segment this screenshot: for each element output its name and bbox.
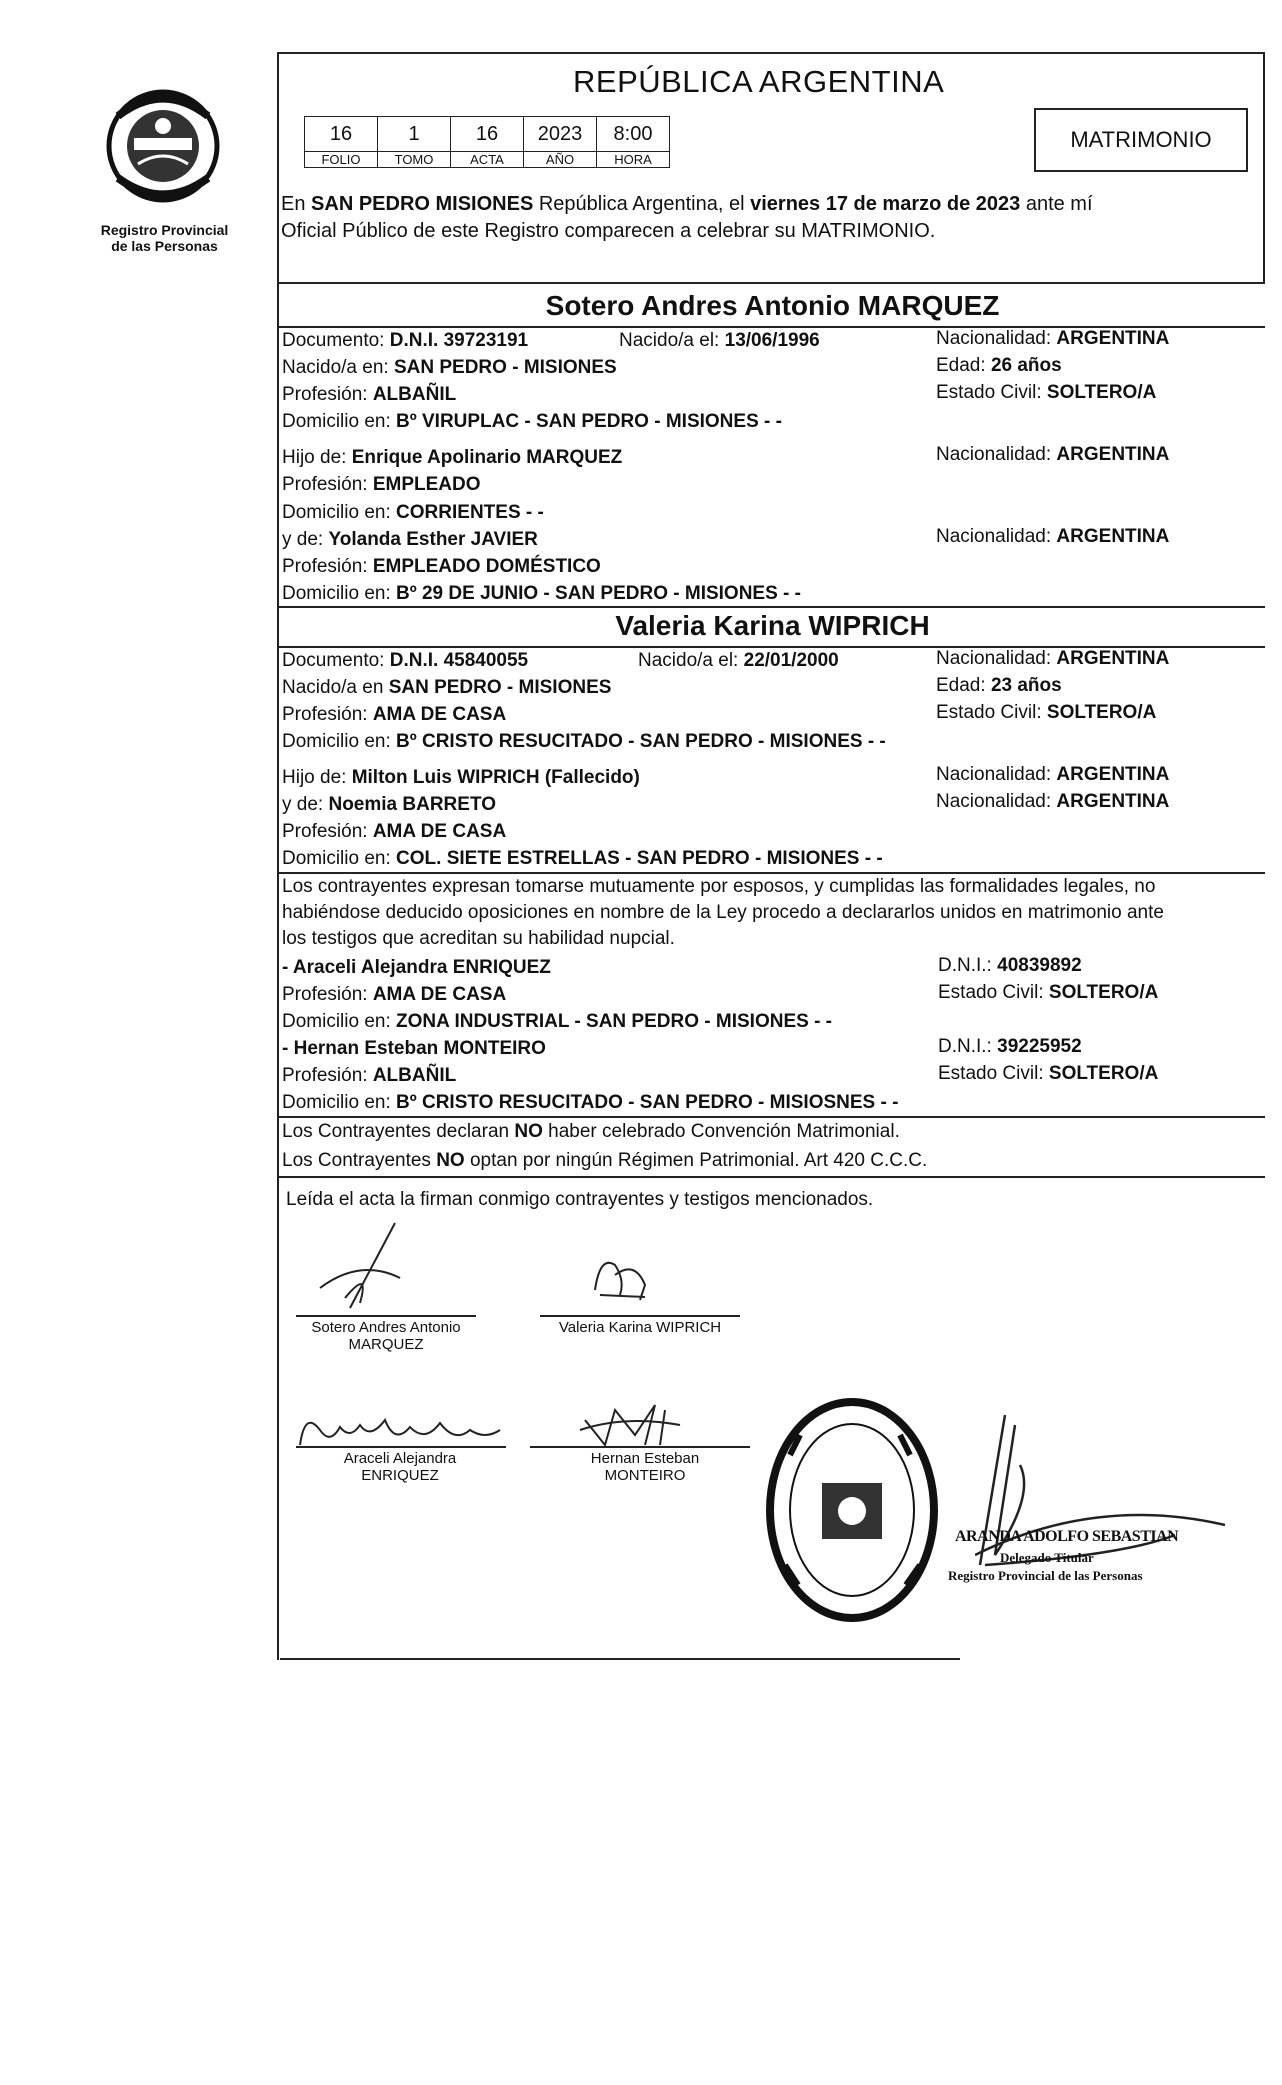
spouse2-nacido-en: Nacido/a en SAN PEDRO - MISIONES	[282, 677, 612, 698]
spouse2-mother-domicilio: Domicilio en: COL. SIETE ESTRELLAS - SAN PEDRO - MISIONES - -	[282, 848, 883, 869]
spouse2-domicilio: Domicilio en: Bº CRISTO RESUCITADO - SAN PEDRO - MISIONES - -	[282, 731, 886, 752]
witness2-signature-label: Hernan Esteban MONTEIRO	[590, 1450, 700, 1484]
witness1-estado-civil: Estado Civil: SOLTERO/A	[938, 982, 1159, 1003]
regime-line-2: Los Contrayentes NO optan por ningún Régimen Patrimonial. Art 420 C.C.C.	[282, 1150, 928, 1171]
declaration-line-2: habiéndose deducido oposiciones en nombre de la Ley procedo a declararlos unidos en matrimonio ante	[282, 902, 1164, 923]
spouse1-signature-label: Sotero Andres Antonio MARQUEZ	[311, 1319, 461, 1353]
spouse1-mother: y de: Yolanda Esther JAVIER	[282, 529, 538, 550]
spouse1-domicilio: Domicilio en: Bº VIRUPLAC - SAN PEDRO - MISIONES - -	[282, 411, 782, 432]
tomo-value: 1	[378, 117, 451, 152]
spouse1-edad: Edad: 26 años	[936, 355, 1062, 376]
spouse1-mother-domicilio: Domicilio en: Bº 29 DE JUNIO - SAN PEDRO - MISIONES - -	[282, 583, 801, 604]
spouse1-documento: Documento: D.N.I. 39723191	[282, 330, 529, 351]
signature-line	[296, 1446, 506, 1448]
intro-line-1: En SAN PEDRO MISIONES República Argentina, el viernes 17 de marzo de 2023 ante mí	[281, 193, 1093, 215]
frame-top-border	[277, 52, 1265, 54]
spouse1-estado-civil: Estado Civil: SOLTERO/A	[936, 382, 1157, 403]
frame-bottom-border	[280, 1658, 960, 1660]
spouse2-mother: y de: Noemia BARRETO	[282, 794, 496, 815]
witness2-name: - Hernan Esteban MONTEIRO	[282, 1038, 546, 1059]
declaration-line-1: Los contrayentes expresan tomarse mutuamente por esposos, y cumplidas las formalidades legales, no	[282, 876, 1156, 897]
official-office: Registro Provincial de las Personas	[948, 1568, 1143, 1583]
spouse2-nacionalidad: Nacionalidad: ARGENTINA	[936, 648, 1170, 669]
official-title: Delegado Titular	[1000, 1550, 1094, 1565]
witness2-estado-civil: Estado Civil: SOLTERO/A	[938, 1063, 1159, 1084]
spouse2-profesion: Profesión: AMA DE CASA	[282, 704, 507, 725]
closing-statement: Leída el acta la firman conmigo contrayentes y testigos mencionados.	[286, 1189, 874, 1210]
spouse2-mother-profesion: Profesión: AMA DE CASA	[282, 821, 507, 842]
witness2-dni: D.N.I.: 39225952	[938, 1036, 1082, 1057]
divider	[279, 606, 1265, 608]
spouse2-edad: Edad: 23 años	[936, 675, 1062, 696]
signature-line	[296, 1315, 476, 1317]
document-type-box: MATRIMONIO	[1034, 108, 1248, 172]
official-round-stamp	[760, 1395, 945, 1625]
spouse2-father-nacionalidad: Nacionalidad: ARGENTINA	[936, 764, 1170, 785]
spouse1-mother-nacionalidad: Nacionalidad: ARGENTINA	[936, 526, 1170, 547]
spouse2-nacido-el: Nacido/a el: 22/01/2000	[638, 650, 839, 671]
spouse1-father-profesion: Profesión: EMPLEADO	[282, 474, 481, 495]
spouse1-name: Sotero Andres Antonio MARQUEZ	[545, 290, 1000, 321]
witness2-domicilio: Domicilio en: Bº CRISTO RESUCITADO - SAN PEDRO - MISIOSNES - -	[282, 1092, 899, 1113]
spouse2-signature	[585, 1245, 655, 1305]
frame-right-border	[1263, 52, 1265, 283]
tomo-label: TOMO	[378, 152, 451, 168]
spouse1-nacido-en: Nacido/a en: SAN PEDRO - MISIONES	[282, 357, 617, 378]
spouse2-estado-civil: Estado Civil: SOLTERO/A	[936, 702, 1157, 723]
folio-value: 16	[305, 117, 378, 152]
spouse2-mother-nacionalidad: Nacionalidad: ARGENTINA	[936, 791, 1170, 812]
folio-table	[304, 116, 670, 168]
witness1-name: - Araceli Alejandra ENRIQUEZ	[282, 957, 551, 978]
witness1-profesion: Profesión: AMA DE CASA	[282, 984, 507, 1005]
witness1-signature	[295, 1405, 505, 1450]
acta-value: 16	[451, 117, 524, 152]
provincial-seal-logo	[98, 86, 228, 206]
spouse2-documento: Documento: D.N.I. 45840055	[282, 650, 529, 671]
divider	[279, 282, 1265, 284]
spouse1-father-domicilio: Domicilio en: CORRIENTES - -	[282, 502, 544, 523]
spouse2-signature-label: Valeria Karina WIPRICH	[558, 1319, 722, 1336]
spouse2-name: Valeria Karina WIPRICH	[615, 610, 930, 641]
year-label: AÑO	[524, 152, 597, 168]
document-title: REPÚBLICA ARGENTINA	[573, 64, 945, 99]
signature-line	[530, 1446, 750, 1448]
witness1-domicilio: Domicilio en: ZONA INDUSTRIAL - SAN PEDRO - MISIONES - -	[282, 1011, 832, 1032]
divider	[279, 1176, 1265, 1178]
spouse1-father-nacionalidad: Nacionalidad: ARGENTINA	[936, 444, 1170, 465]
spouse2-father: Hijo de: Milton Luis WIPRICH (Fallecido)	[282, 767, 640, 788]
spouse1-nacionalidad: Nacionalidad: ARGENTINA	[936, 328, 1170, 349]
spouse1-signature	[300, 1218, 430, 1318]
acta-label: ACTA	[451, 152, 524, 168]
witness1-dni: D.N.I.: 40839892	[938, 955, 1082, 976]
folio-label: FOLIO	[305, 152, 378, 168]
logo-caption: Registro Provincial de las Personas	[100, 222, 229, 254]
spouse1-father: Hijo de: Enrique Apolinario MARQUEZ	[282, 447, 623, 468]
witness2-profesion: Profesión: ALBAÑIL	[282, 1065, 457, 1086]
declaration-line-3: los testigos que acreditan su habilidad nupcial.	[282, 928, 675, 949]
spouse1-mother-profesion: Profesión: EMPLEADO DOMÉSTICO	[282, 556, 601, 577]
signature-line	[540, 1315, 740, 1317]
spouse1-nacido-el: Nacido/a el: 13/06/1996	[619, 330, 820, 351]
official-name: ARANDA ADOLFO SEBASTIAN	[955, 1528, 1179, 1545]
regime-line-1: Los Contrayentes declaran NO haber celebrado Convención Matrimonial.	[282, 1121, 900, 1142]
frame-left-border	[277, 52, 279, 1660]
spouse1-profesion: Profesión: ALBAÑIL	[282, 384, 457, 405]
witness1-signature-label: Araceli Alejandra ENRIQUEZ	[343, 1450, 457, 1484]
intro-line-2: Oficial Público de este Registro comparecen a celebrar su MATRIMONIO.	[281, 220, 936, 242]
hour-value: 8:00	[597, 117, 670, 152]
witness2-signature	[575, 1400, 685, 1450]
hour-label: HORA	[597, 152, 670, 168]
divider	[279, 1116, 1265, 1118]
year-value: 2023	[524, 117, 597, 152]
divider	[279, 872, 1265, 874]
